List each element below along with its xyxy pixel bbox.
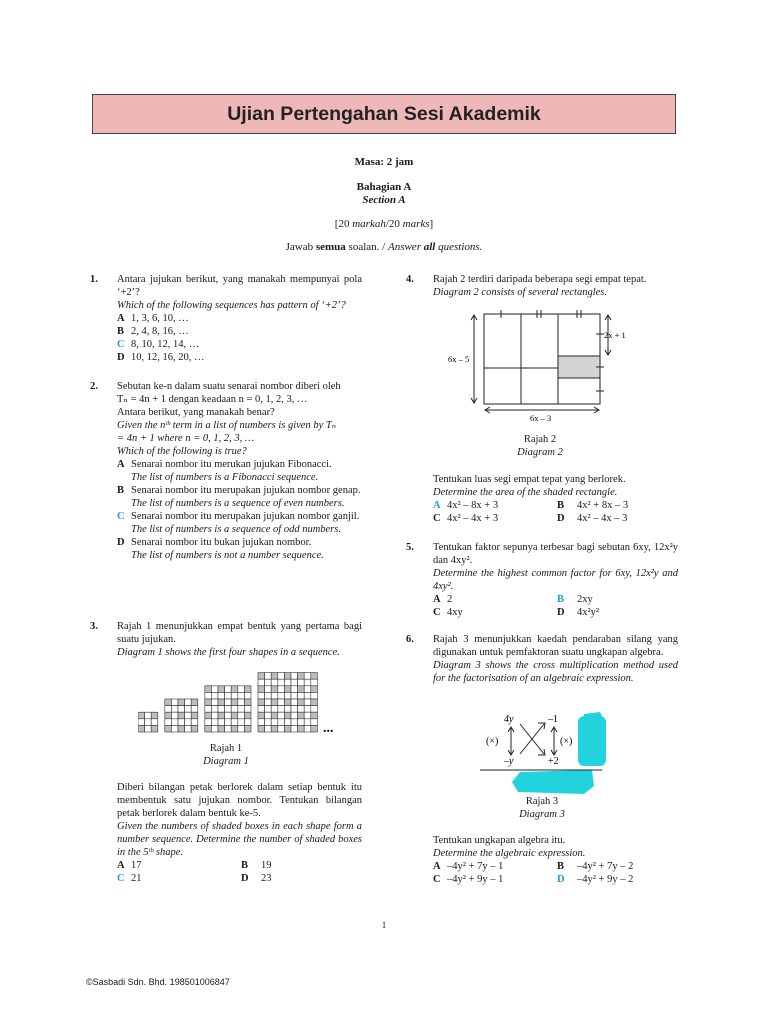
diagram-2 — [446, 306, 646, 428]
option-d[interactable]: D 10, 12, 16, 20, … — [117, 352, 205, 363]
sequence-shape-1 — [138, 712, 158, 732]
section-ms: Bahagian A — [356, 181, 412, 193]
question-4-body: Tentukan luas segi empat tepat yang berlorek. Determine the area of the shaded rectangle. A 4x² – 8x + 3 B 4x² + 8x – 3 C 4x² – 4x + 3 D 4x² – 4x – 3 — [433, 474, 629, 524]
question-3-body: Diberi bilangan petak berlorek dalam setiap bentuk itu membentuk satu jujukan nombor. Tentukan bilangan petak berlorek dalam bentuk ke-5. Given the numbers of shaded boxes in each shape form a number sequence. Determine the number of shaded boxes in the 5ᵗʰ shape. A 17 B 19 C 21 D 23 — [117, 782, 362, 884]
option-b[interactable]: B –4y² + 7y – 2 — [557, 861, 634, 872]
option-c[interactable]: C 4x² – 4x + 3 — [433, 513, 499, 524]
section-en: Section A — [362, 194, 406, 206]
sequence-shape-4 — [258, 673, 317, 732]
option-a[interactable]: A 1, 3, 6, 10, … — [117, 313, 189, 324]
option-b[interactable]: B Senarai nombor itu merupakan jujukan nombor genap. The list of numbers is a sequence of even numbers. — [117, 485, 361, 509]
diagram-3-caption: Rajah 3 Diagram 3 — [519, 796, 565, 820]
option-c-answer[interactable]: C 21 — [117, 873, 142, 884]
duration: Masa: 2 jam — [354, 156, 414, 168]
multiply-left: (×) — [486, 736, 499, 747]
option-d[interactable]: D 4x²y² — [557, 607, 600, 618]
option-b[interactable]: B 19 — [241, 860, 272, 871]
option-d-answer[interactable]: D –4y² + 9y – 2 — [557, 874, 634, 885]
option-a[interactable]: A 2 — [433, 594, 453, 605]
option-a[interactable]: A Senarai nombor itu merukan jujukan Fibonacci. The list of numbers is a Fibonacci sequence. — [117, 459, 332, 483]
term-minus-y: –y — [504, 756, 514, 767]
option-d[interactable]: D Senarai nombor itu bukan jujukan nombor. The list of numbers is not a number sequence. — [117, 537, 324, 561]
option-b[interactable]: B 2, 4, 8, 16, … — [117, 326, 189, 337]
option-a-answer[interactable]: A 4x² – 8x + 3 — [433, 500, 499, 511]
instructions: Jawab semua soalan. / Answer all questions. — [285, 241, 483, 253]
multiply-right: (×) — [560, 736, 573, 747]
title-box — [92, 94, 676, 134]
copyright-footer: ©Sasbadi Sdn. Bhd. 198501006847 — [86, 977, 230, 987]
diagram-1 — [138, 662, 338, 738]
option-b[interactable]: B 4x² + 8x – 3 — [557, 500, 629, 511]
marks-line: [20 markah/20 marks] — [334, 218, 434, 230]
option-a[interactable]: A –4y² + 7y – 1 — [433, 861, 504, 872]
option-c-answer[interactable]: C Senarai nombor itu merupakan jujukan nombor ganjil. The list of numbers is a sequence of odd numbers. — [117, 511, 360, 535]
question-6-body: Tentukan ungkapan algebra itu. Determine the algebraic expression. A –4y² + 7y – 1 B –4y² + 7y – 2 C –4y² + 9y – 1 D –4y² + 9y – 2 — [433, 835, 634, 885]
ellipsis: ... — [323, 721, 334, 736]
question-text-ms: Antara jujukan berikut, yang manakah mempunyai pola ‘+2’? — [117, 274, 362, 298]
term-minus-1: –1 — [548, 714, 558, 725]
option-c[interactable]: C –4y² + 9y – 1 — [433, 874, 504, 885]
option-d[interactable]: D 4x² – 4x – 3 — [557, 513, 628, 524]
option-d[interactable]: D 23 — [241, 873, 272, 884]
label-6x-minus-3: 6x – 3 — [530, 413, 552, 423]
sequence-shape-3 — [205, 686, 251, 732]
label-2x-plus-1: 2x + 1 — [604, 330, 626, 340]
term-plus-2: +2 — [548, 756, 559, 767]
page-title: Ujian Pertengahan Sesi Akademik — [227, 102, 541, 125]
term-4y: 4y — [504, 714, 514, 725]
option-c[interactable]: C 4xy — [433, 607, 463, 618]
option-c-answer[interactable]: C 8, 10, 12, 14, … — [117, 339, 200, 350]
diagram-3 — [472, 708, 632, 800]
option-b-answer[interactable]: B 2xy — [557, 594, 593, 605]
label-6x-minus-5: 6x – 5 — [448, 354, 470, 364]
sequence-shape-2 — [165, 699, 198, 732]
page-number: 1 — [381, 920, 387, 930]
diagram-1-caption: Rajah 1 Diagram 1 — [203, 743, 249, 767]
diagram-2-caption: Rajah 2 Diagram 2 — [517, 434, 563, 458]
question-text-en: Which of the following sequences has pattern of ‘+2’? — [117, 300, 346, 311]
option-a[interactable]: A 17 — [117, 860, 142, 871]
